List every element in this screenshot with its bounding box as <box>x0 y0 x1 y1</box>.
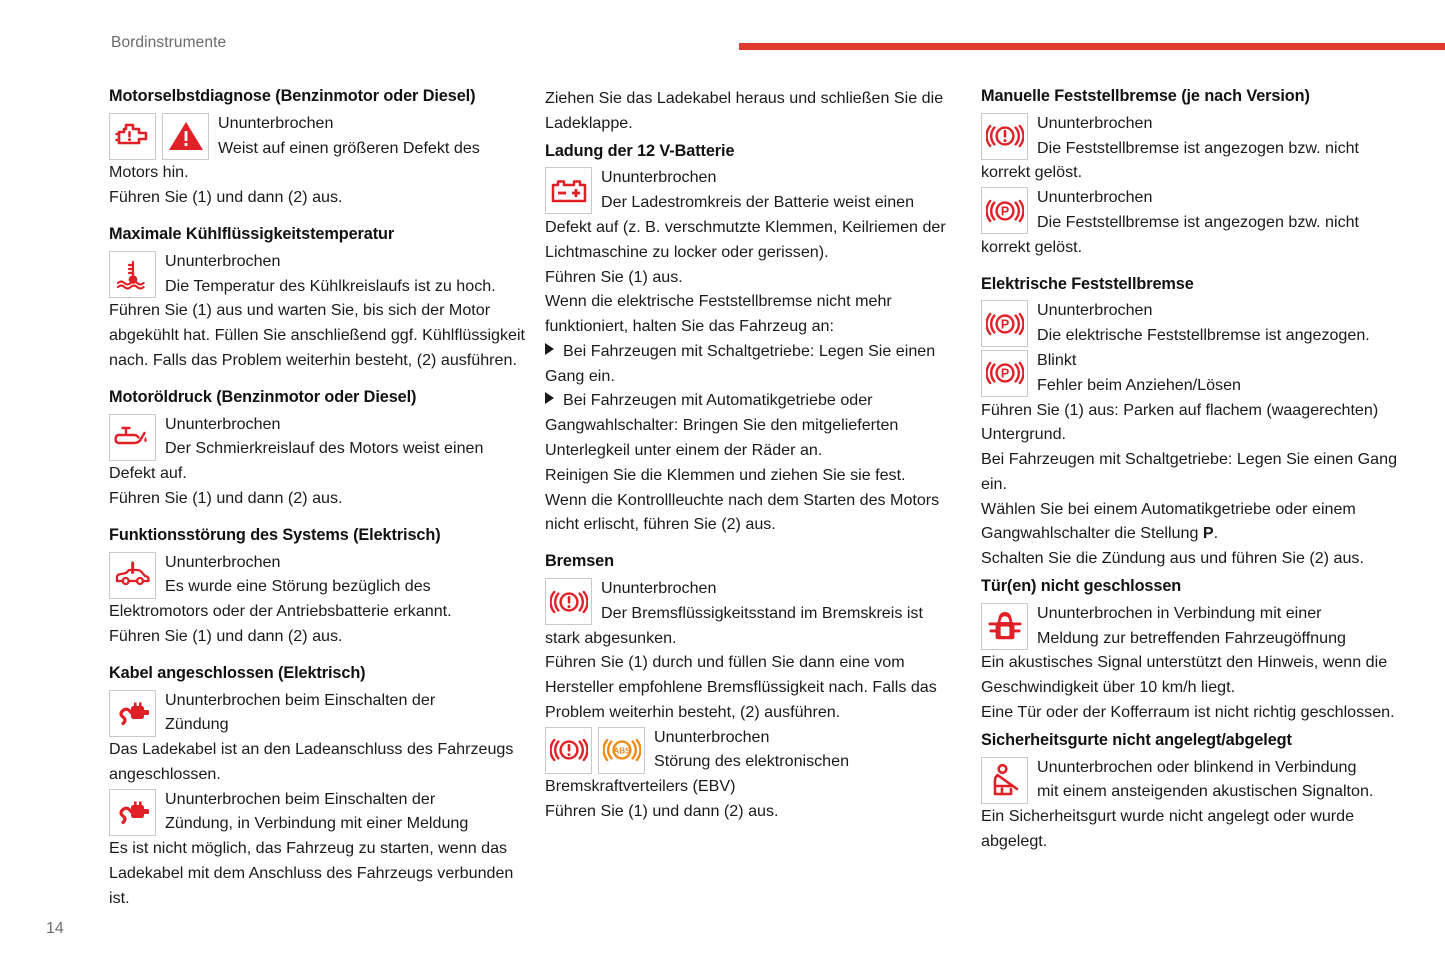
section-heading-system-malfunction: Funktionsstörung des Systems (Elektrisch) <box>109 525 441 544</box>
entry-runon-text: Motors hin. <box>109 163 189 182</box>
warning-entry <box>109 688 527 738</box>
page-number: 14 <box>46 920 64 937</box>
battery-charge-icon <box>545 167 592 214</box>
entry-line-1: Blinkt <box>1037 350 1077 369</box>
section-paragraph: Führen Sie (1) und dann (2) aus. <box>545 802 779 821</box>
entry-runon-text: Führen Sie (1) aus: Parken auf flachem (waagerechten) Untergrund. <box>981 400 1379 444</box>
engine-check-icon <box>109 113 156 160</box>
entry-runon-text: Defekt auf (z. B. verschmutzte Klemmen, Keilriemen der Lichtmaschine zu locker oder gerissen). <box>545 217 946 261</box>
icon-group <box>545 165 592 214</box>
entry-text <box>218 111 527 161</box>
entry-runon-text: Ein Sicherheitsgurt wurde nicht angelegt oder wurde abgelegt. <box>981 807 1355 850</box>
entry-runon-text: Ein akustisches Signal unterstützt den Hinweis, wenn die Geschwindigkeit über 10 km/h liegt. <box>981 653 1388 697</box>
brake-warning-icon <box>981 113 1028 160</box>
entry-runon-text: Defekt auf. <box>109 464 187 483</box>
warning-entry <box>981 185 1399 235</box>
entry-line-2: Zündung <box>165 715 229 734</box>
page-content <box>109 86 1399 911</box>
entry-line-2: mit einem ansteigenden akustischen Signalton. <box>1037 782 1374 801</box>
entry-line-2: Die Feststellbremse ist angezogen bzw. nicht <box>1037 138 1360 157</box>
door-open-icon <box>981 603 1028 650</box>
icon-group <box>545 725 645 774</box>
entry-text <box>165 550 527 600</box>
icon-group <box>109 787 156 836</box>
warning-entry <box>981 601 1399 651</box>
entry-runon-text: korrekt gelöst. <box>981 163 1083 182</box>
icon-group <box>981 348 1028 397</box>
entry-text <box>165 412 527 462</box>
svg-text:P: P <box>1000 204 1009 219</box>
brake-warning-icon <box>545 578 592 625</box>
entry-text <box>1037 755 1399 805</box>
section-heading-seatbelts: Sicherheitsgurte nicht angelegt/abgelegt <box>981 730 1292 749</box>
entry-text <box>165 787 527 837</box>
icon-group <box>981 755 1028 804</box>
brake-warning-icon <box>545 727 592 774</box>
entry-line-1: Ununterbrochen <box>165 552 281 571</box>
section-heading-manual-parking-brake: Manuelle Feststellbremse (je nach Version) <box>981 87 1310 105</box>
section-heading-cable-connected: Kabel angeschlossen (Elektrisch) <box>109 663 366 682</box>
section-paragraph: Führen Sie (1) und dann (2) aus. <box>109 626 343 645</box>
coolant-temperature-icon <box>109 251 156 298</box>
icon-group <box>981 111 1028 160</box>
section-heading-oil-pressure: Motoröldruck (Benzinmotor oder Diesel) <box>109 387 417 406</box>
section-paragraph: Führen Sie (1) und dann (2) aus. <box>109 488 343 507</box>
entry-line-2: Zündung, in Verbindung mit einer Meldung <box>165 814 469 833</box>
entry-text <box>601 576 963 626</box>
intro-paragraph: Ziehen Sie das Ladekabel heraus und schließen Sie die Ladeklappe. <box>545 89 944 132</box>
entry-line-1: Ununterbrochen <box>165 414 281 433</box>
icon-group <box>981 185 1028 234</box>
entry-line-1: Ununterbrochen <box>654 727 770 746</box>
bullet-item <box>545 388 963 462</box>
entry-text <box>165 249 527 299</box>
abs-icon <box>598 727 645 774</box>
warning-entry <box>109 550 527 600</box>
page-header-title: Bordinstrumente <box>111 34 227 51</box>
section-paragraph: Führen Sie (1) aus. <box>545 267 683 286</box>
svg-text:P: P <box>1000 367 1009 382</box>
svg-text:P: P <box>1000 317 1009 332</box>
warning-triangle-icon <box>162 113 209 160</box>
entry-text <box>601 165 963 215</box>
entry-line-1: Ununterbrochen <box>1037 113 1153 132</box>
entry-text <box>165 688 527 738</box>
entry-line-1: Ununterbrochen beim Einschalten der <box>165 789 436 808</box>
parking-brake-icon <box>981 300 1028 347</box>
icon-group <box>981 298 1028 347</box>
entry-text <box>1037 348 1399 398</box>
section-paragraph: Reinigen Sie die Klemmen und ziehen Sie sie fest. <box>545 465 906 484</box>
section-heading-engine-diagnostics: Motorselbstdiagnose (Benzinmotor oder Diesel) <box>109 87 476 105</box>
bullet-text: Bei Fahrzeugen mit Schaltgetriebe: Legen Sie einen Gang ein. <box>545 341 936 385</box>
warning-entry <box>545 165 963 215</box>
bullet-triangle-icon <box>545 392 554 404</box>
entry-line-2: Fehler beim Anziehen/Lösen <box>1037 375 1241 394</box>
paragraph-pre-text: Wählen Sie bei einem Automatikgetriebe oder einem Gangwahlschalter die Stellung <box>981 499 1356 543</box>
paragraph-post-text: . <box>1213 524 1219 543</box>
header-red-rule <box>739 43 1445 50</box>
entry-line-1: Ununterbrochen oder blinkend in Verbindung <box>1037 757 1357 776</box>
entry-line-2: Der Schmierkreislauf des Motors weist einen <box>165 439 484 458</box>
section-paragraph: Wenn die Kontrollleuchte nach dem Starten des Motors nicht erlischt, führen Sie (2) aus. <box>545 490 940 534</box>
parking-brake-icon <box>981 350 1028 397</box>
entry-line-1: Ununterbrochen <box>218 113 334 132</box>
section-paragraph-gear-selector <box>981 497 1399 547</box>
section-paragraph: Führen Sie (1) und dann (2) aus. <box>109 188 343 207</box>
entry-text <box>1037 111 1399 161</box>
entry-text <box>1037 601 1399 651</box>
section-heading-battery-charge: Ladung der 12 V-Batterie <box>545 141 735 160</box>
entry-line-2: Die elektrische Feststellbremse ist angezogen. <box>1037 326 1370 345</box>
entry-line-2: Meldung zur betreffenden Fahrzeugöffnung <box>1037 628 1346 647</box>
bullet-text: Bei Fahrzeugen mit Automatikgetriebe oder Gangwahlschalter: Bringen Sie den mitgelieferten Unterlegkeil unter einem der Räder an. <box>545 391 899 460</box>
entry-line-2: Störung des elektronischen <box>654 752 850 771</box>
section-heading-electric-parking-brake: Elektrische Feststellbremse <box>981 274 1194 293</box>
column-1 <box>109 86 527 911</box>
section-paragraph: Schalten Sie die Zündung aus und führen Sie (2) aus. <box>981 549 1364 568</box>
entry-line-2: Weist auf einen größeren Defekt des <box>218 138 480 157</box>
entry-line-2: Die Feststellbremse ist angezogen bzw. nicht <box>1037 212 1360 231</box>
section-paragraph: Eine Tür oder der Kofferraum ist nicht richtig geschlossen. <box>981 702 1395 721</box>
entry-line-1: Ununterbrochen <box>165 251 281 270</box>
warning-entry <box>981 298 1399 348</box>
entry-line-2: Der Ladestromkreis der Batterie weist einen <box>601 193 915 212</box>
section-paragraph: Wenn die elektrische Feststellbremse nicht mehr funktioniert, halten Sie das Fahrzeug an: <box>545 292 892 336</box>
warning-entry <box>109 249 527 299</box>
warning-entry <box>981 348 1399 398</box>
warning-entry <box>981 111 1399 161</box>
entry-runon-text: Elektromotors oder der Antriebsbatterie erkannt. <box>109 602 452 621</box>
section-heading-coolant-temperature: Maximale Kühlflüssigkeitstemperatur <box>109 224 395 243</box>
entry-line-1: Ununterbrochen <box>1037 301 1153 320</box>
entry-runon-text: Bremskraftverteilers (EBV) <box>545 777 736 796</box>
gear-position-letter: P <box>1202 524 1214 543</box>
icon-group <box>109 550 156 599</box>
seatbelt-icon <box>981 757 1028 804</box>
warning-entry <box>109 111 527 161</box>
entry-runon-text: stark abgesunken. <box>545 628 677 647</box>
entry-line-1: Ununterbrochen <box>601 579 717 597</box>
entry-text <box>654 725 963 775</box>
section-heading-brakes: Bremsen <box>545 552 614 571</box>
entry-text <box>1037 298 1399 348</box>
entry-runon-text: Das Ladekabel ist an den Ladeanschluss des Fahrzeugs angeschlossen. <box>109 740 514 783</box>
svg-text:ABS: ABS <box>612 746 631 756</box>
entry-line-2: Die Temperatur des Kühlkreislaufs ist zu hoch. <box>165 276 496 295</box>
charging-plug-icon <box>109 690 156 737</box>
warning-entry <box>109 412 527 462</box>
page-header <box>0 34 1445 58</box>
icon-group <box>109 111 209 160</box>
charging-plug-icon <box>109 789 156 836</box>
section-paragraph: Führen Sie (1) durch und füllen Sie dann eine vom Hersteller empfohlene Bremsflüssigkeit nach. Falls das Problem weiterhin besteht, (2) ausführen. <box>545 653 937 721</box>
warning-entry <box>545 725 963 775</box>
icon-group <box>981 601 1028 650</box>
section-heading-doors-open: Tür(en) nicht geschlossen <box>981 577 1182 595</box>
entry-line-1: Ununterbrochen in Verbindung mit einer <box>1037 603 1322 622</box>
entry-line-2: Der Bremsflüssigkeitsstand im Bremskreis ist <box>601 603 923 622</box>
entry-line-1: Ununterbrochen beim Einschalten der <box>165 690 436 709</box>
entry-runon-text: Es ist nicht möglich, das Fahrzeug zu starten, wenn das Ladekabel mit dem Anschluss des Fahrzeugs verbunden ist. <box>109 839 514 907</box>
entry-runon-text: Führen Sie (1) aus und warten Sie, bis sich der Motor abgekühlt hat. Füllen Sie anschließend ggf. Kühlflüssigkeit nach. Falls das Problem weiterhin besteht, (2) ausführen. <box>109 301 526 369</box>
icon-group <box>545 576 592 625</box>
entry-runon-text: korrekt gelöst. <box>981 237 1083 256</box>
oil-pressure-icon <box>109 414 156 461</box>
icon-group <box>109 249 156 298</box>
electric-car-fault-icon <box>109 552 156 599</box>
bullet-item <box>545 339 963 389</box>
entry-line-1: Ununterbrochen <box>1037 188 1153 207</box>
warning-entry <box>981 755 1399 805</box>
section-paragraph: Bei Fahrzeugen mit Schaltgetriebe: Legen Sie einen Gang ein. <box>981 450 1398 493</box>
warning-entry <box>109 787 527 837</box>
icon-group <box>109 688 156 737</box>
column-3 <box>981 86 1399 911</box>
icon-group <box>109 412 156 461</box>
bullet-triangle-icon <box>545 343 554 355</box>
entry-line-2: Es wurde eine Störung bezüglich des <box>165 577 431 596</box>
warning-entry <box>545 576 963 626</box>
entry-text <box>1037 185 1399 235</box>
entry-line-1: Ununterbrochen <box>601 168 717 187</box>
column-2 <box>545 86 963 911</box>
parking-brake-icon <box>981 187 1028 234</box>
